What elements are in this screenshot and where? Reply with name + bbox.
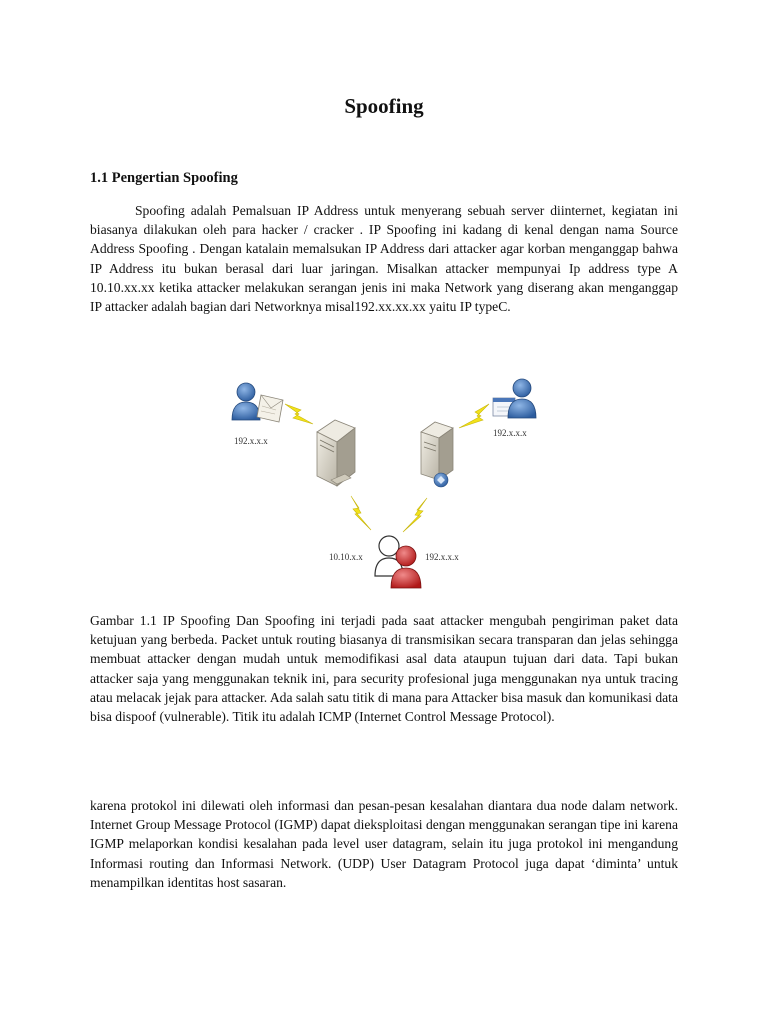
lightning-icon bbox=[285, 404, 313, 424]
lightning-icon bbox=[351, 496, 371, 530]
paragraph-intro: Spoofing adalah Pemalsuan IP Address untuk menyerang sebuah server diinternet, kegiatan ini biasanya dilakukan oleh para hacker / cracker . IP Spoofing ini kadang di kenal dengan nama Source Address Spoofing . Dengan katalain memalsukan IP Address dari attacker agar korban menganggap bahwa IP Address itu bukan berasal dari luar jaringan. Misalkan attacker mempunyai Ip address type A 10.10.xx.xx ketika attacker melakukan serangan jenis ini maka Network yang diserang akan menganggap IP attacker adalah bagian dari Networknya misal192.xx.xx.xx yaitu IP typeC. bbox=[90, 203, 678, 315]
left-server-icon bbox=[317, 420, 355, 486]
right-server-icon bbox=[421, 422, 453, 487]
right-user-ip-label: 192.x.x.x bbox=[493, 428, 527, 438]
ip-spoofing-diagram bbox=[231, 362, 541, 590]
paragraph-protocols: karena protokol ini dilewati oleh informasi dan pesan-pesan kesalahan diantara dua node dalam network. Internet Group Message Protocol (IGMP) dapat dieksploitasi dengan menggunakan serangan tipe ini karena IGMP melaporkan kondisi kesalahan pada level user datagram, selain itu juga protokol ini mengandung Informasi routing dan Informasi Network. (UDP) User Datagram Protocol juga dapat ‘diminta’ untuk menampilkan identitas host sasaran. bbox=[90, 798, 678, 890]
section-heading: 1.1 Pengertian Spoofing bbox=[90, 170, 238, 186]
paragraph-figure-caption: Gambar 1.1 IP Spoofing Dan Spoofing ini terjadi pada saat attacker mengubah pengiriman paket data ketujuan yang berbeda. Packet untuk routing biasanya di transmisikan secara transparan dan jelas sehingga membuat attacker dengan mudah untuk memodifikasi asal data ataupun tujuan dari data. Tapi bukan attacker saja yang menggunakan teknik ini, para security profesional juga menggunakan nya untuk tracing atau melacak jejak para attacker. Ada salah satu titik di mana para Attacker bisa masuk dan komunikasi data bisa dispoof (vulnerable). Titik itu adalah ICMP (Internet Control Message Protocol). bbox=[90, 613, 678, 725]
attacker-spoofed-ip-label: 192.x.x.x bbox=[425, 552, 459, 562]
lightning-icon bbox=[459, 404, 489, 428]
packet-envelope-icon bbox=[257, 395, 283, 422]
left-user-icon bbox=[232, 383, 260, 420]
page-title: Spoofing bbox=[344, 94, 424, 118]
left-user-ip-label: 192.x.x.x bbox=[234, 436, 268, 446]
lightning-icon bbox=[403, 498, 427, 532]
attacker-real-ip-label: 10.10.x.x bbox=[329, 552, 363, 562]
